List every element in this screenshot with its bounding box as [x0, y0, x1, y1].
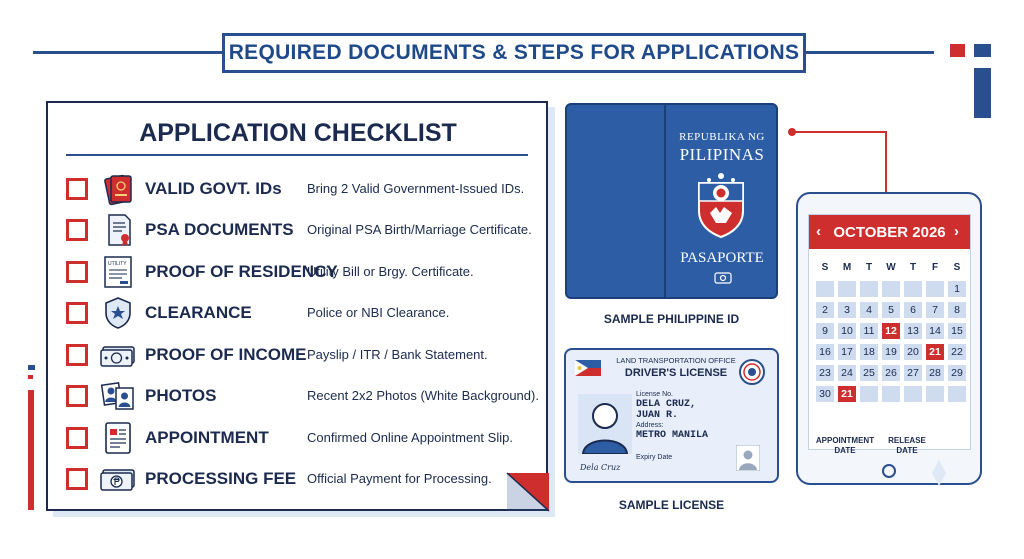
- calendar-day[interactable]: 8: [948, 302, 966, 318]
- item-label: VALID GOVT. IDs: [145, 179, 282, 198]
- weekday-label: S: [821, 262, 829, 273]
- item-label: PHOTOS: [145, 386, 217, 405]
- passport-sample: [565, 103, 778, 299]
- calendar-empty-cell: [904, 281, 922, 297]
- appointment-date-label: [811, 436, 879, 456]
- utility-tag: UTILITY: [108, 261, 127, 267]
- calendar-day[interactable]: 21: [838, 386, 856, 402]
- calendar-empty-cell: [882, 386, 900, 402]
- passport-icon: [98, 171, 138, 207]
- calendar-day[interactable]: 3: [838, 302, 856, 318]
- chevron-right-icon[interactable]: ›: [954, 223, 959, 240]
- checklist-item-residency: [48, 254, 548, 290]
- item-label: PROCESSING FEE: [145, 469, 297, 488]
- peso-bill-icon: [98, 461, 138, 497]
- item-label: PROOF OF INCOME: [145, 345, 307, 364]
- thumbnail-photo-icon: [736, 445, 760, 471]
- calendar-empty-cell: [926, 281, 944, 297]
- checklist-item-photos: [48, 378, 548, 414]
- appointment-label-line1: APPOINTMENT: [815, 436, 875, 445]
- license-signature: Dela Cruz: [580, 463, 621, 472]
- calendar-day[interactable]: 30: [816, 386, 834, 402]
- header-rule-right: [806, 51, 934, 54]
- calendar-empty-cell: [816, 281, 834, 297]
- calendar-day[interactable]: 13: [904, 323, 922, 339]
- utility-bill-icon: [98, 254, 138, 290]
- header-banner: [222, 33, 806, 73]
- license-number-label: License No.: [636, 391, 673, 398]
- checkbox[interactable]: [66, 385, 88, 407]
- passport-republic-text: REPUBLIKA NG: [679, 131, 765, 143]
- police-badge-icon: [98, 295, 138, 331]
- checkbox[interactable]: [66, 344, 88, 366]
- calendar-day[interactable]: 5: [882, 302, 900, 318]
- item-description: Bring 2 Valid Government-Issued IDs.: [307, 181, 525, 196]
- item-description: Police or NBI Clearance.: [307, 305, 450, 320]
- calendar-day[interactable]: 10: [838, 323, 856, 339]
- checkbox[interactable]: [66, 302, 88, 324]
- sparkle-decoration: [922, 458, 956, 488]
- item-description: Payslip / ITR / Bank Statement.: [307, 347, 488, 362]
- weekday-label: W: [886, 262, 896, 273]
- header-rule-left: [33, 51, 223, 54]
- page-title: REQUIRED DOCUMENTS & STEPS FOR APPLICATIONS: [228, 41, 800, 64]
- calendar-day[interactable]: 21: [926, 344, 944, 360]
- checklist-item-income: [48, 337, 548, 373]
- calendar-day[interactable]: 1: [948, 281, 966, 297]
- calendar-day[interactable]: 29: [948, 365, 966, 381]
- connector-line: [786, 126, 896, 196]
- calendar-day[interactable]: 17: [838, 344, 856, 360]
- page-curl-icon: [505, 471, 551, 513]
- checkbox[interactable]: [66, 219, 88, 241]
- drivers-license-sample: [564, 348, 779, 483]
- license-office: LAND TRANSPORTATION OFFICE: [616, 356, 736, 365]
- calendar-empty-cell: [926, 386, 944, 402]
- weekday-label: S: [953, 262, 961, 273]
- calendar-header: [809, 215, 970, 249]
- item-description: Official Payment for Processing.: [307, 471, 492, 486]
- weekday-label: T: [909, 262, 917, 273]
- checklist-item-psa: [48, 212, 548, 248]
- certificate-icon: [98, 212, 138, 248]
- calendar-day[interactable]: 6: [904, 302, 922, 318]
- checklist-item-appointment: [48, 420, 548, 456]
- home-button[interactable]: [882, 464, 896, 478]
- checklist-item-valid-ids: [48, 171, 548, 207]
- coat-of-arms-icon: [694, 167, 748, 241]
- license-name-line1: DELA CRUZ,: [636, 399, 697, 410]
- lto-seal-icon: [738, 358, 766, 386]
- avatar-icon: [578, 394, 632, 454]
- corner-decoration-top: [950, 42, 995, 120]
- checklist-item-clearance: [48, 295, 548, 331]
- calendar-day[interactable]: 4: [860, 302, 878, 318]
- calendar-day[interactable]: 7: [926, 302, 944, 318]
- checkbox[interactable]: [66, 261, 88, 283]
- license-title: DRIVER'S LICENSE: [624, 367, 728, 379]
- license-expiry-label: Expiry Date: [636, 454, 673, 461]
- appointment-slip-icon: [98, 420, 138, 456]
- item-label: APPOINTMENT: [145, 428, 269, 447]
- calendar-day[interactable]: 19: [882, 344, 900, 360]
- calendar-day[interactable]: 24: [838, 365, 856, 381]
- calendar-day[interactable]: 2: [816, 302, 834, 318]
- cash-icon: [98, 337, 138, 373]
- checkbox[interactable]: [66, 427, 88, 449]
- calendar-day[interactable]: 26: [882, 365, 900, 381]
- license-address: METRO MANILA: [636, 430, 709, 441]
- calendar-day[interactable]: 16: [816, 344, 834, 360]
- calendar-day[interactable]: 11: [860, 323, 878, 339]
- passport-label-text: PASAPORTE: [680, 250, 764, 266]
- calendar-day[interactable]: 27: [904, 365, 922, 381]
- calendar-day[interactable]: 14: [926, 323, 944, 339]
- checklist-title: APPLICATION CHECKLIST: [139, 119, 457, 147]
- item-label: CLEARANCE: [145, 303, 252, 322]
- checklist-card: [46, 101, 548, 511]
- photos-icon: [98, 378, 138, 414]
- calendar-empty-cell: [860, 281, 878, 297]
- item-description: Confirmed Online Appointment Slip.: [307, 430, 513, 445]
- weekday-label: T: [865, 262, 873, 273]
- license-caption: SAMPLE LICENSE: [618, 498, 725, 512]
- checklist-item-fee: [48, 461, 548, 497]
- item-description: Recent 2x2 Photos (White Background).: [307, 388, 539, 403]
- calendar-day[interactable]: 20: [904, 344, 922, 360]
- item-description: Original PSA Birth/Marriage Certificate.: [307, 222, 532, 237]
- tablet-device: [796, 192, 982, 485]
- calendar-day[interactable]: 9: [816, 323, 834, 339]
- calendar-day[interactable]: 18: [860, 344, 878, 360]
- appointment-label-line2: DATE: [834, 446, 856, 455]
- checkbox[interactable]: [66, 468, 88, 490]
- passport-country-text: PILIPINAS: [679, 145, 765, 164]
- release-label-line1: RELEASE: [888, 436, 926, 445]
- weekday-label: F: [931, 262, 939, 273]
- passport-caption: SAMPLE PHILIPPINE ID: [603, 312, 740, 326]
- item-description: Utility Bill or Brgy. Certificate.: [307, 264, 474, 279]
- calendar-empty-cell: [948, 386, 966, 402]
- calendar-empty-cell: [904, 386, 922, 402]
- calendar-day[interactable]: 28: [926, 365, 944, 381]
- calendar-empty-cell: [860, 386, 878, 402]
- item-label: PROOF OF RESIDENCY: [145, 262, 338, 281]
- release-label-line2: DATE: [896, 446, 918, 455]
- calendar-day[interactable]: 22: [948, 344, 966, 360]
- calendar-month-title: OCTOBER 2026: [833, 224, 946, 241]
- chevron-left-icon[interactable]: ‹: [816, 223, 821, 240]
- license-address-label: Address:: [636, 422, 664, 429]
- weekday-label: M: [842, 262, 852, 273]
- calendar-empty-cell: [838, 281, 856, 297]
- calendar-day[interactable]: 15: [948, 323, 966, 339]
- calendar-day[interactable]: 12: [882, 323, 900, 339]
- calendar-screen: [808, 214, 971, 455]
- checkbox[interactable]: [66, 178, 88, 200]
- side-decoration-left: [28, 365, 38, 515]
- item-label: PSA DOCUMENTS: [145, 220, 294, 239]
- chip-icon: [714, 272, 732, 284]
- release-date-label: [885, 436, 929, 456]
- calendar-day[interactable]: 25: [860, 365, 878, 381]
- calendar-day[interactable]: 23: [816, 365, 834, 381]
- license-name-line2: JUAN R.: [636, 410, 679, 421]
- checklist-divider: [66, 154, 528, 156]
- calendar-empty-cell: [882, 281, 900, 297]
